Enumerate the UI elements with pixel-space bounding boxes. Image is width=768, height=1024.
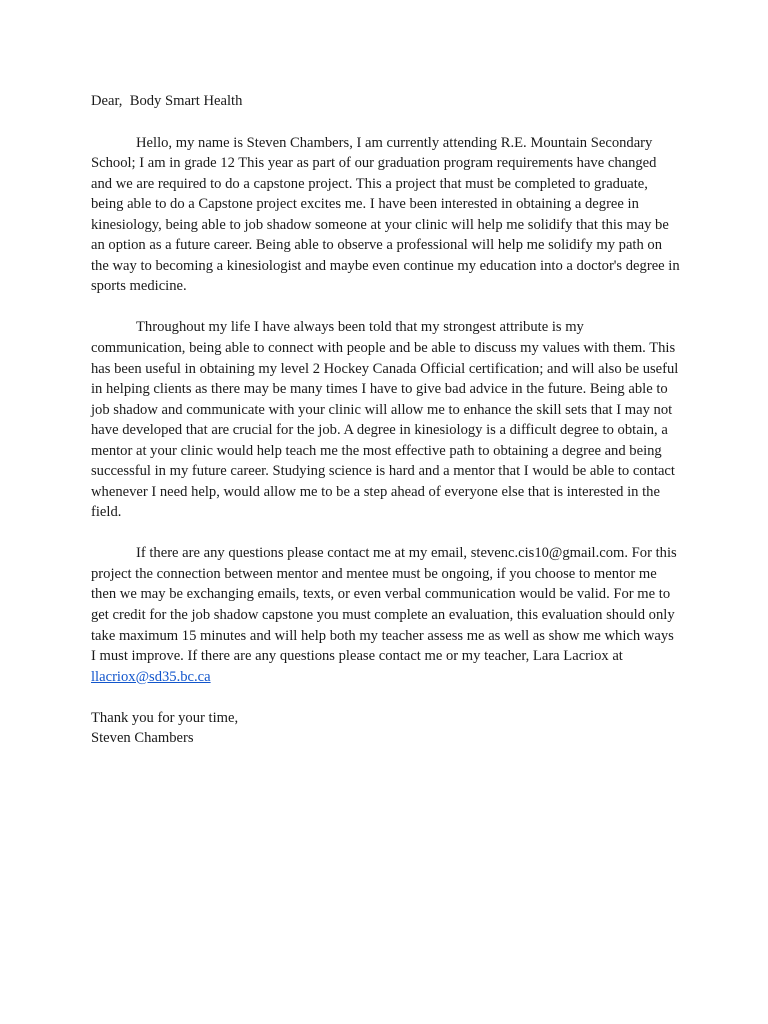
- closing-line: Thank you for your time,: [91, 709, 239, 726]
- paragraph-communication: Throughout my life I have always been told that my strongest attribute is my communication, being able to connect with people and be able to discuss my values with them. This has been useful in obtaining my level 2 Hockey Canada Official certification; and will also be useful in helping clients as there may be many times I have to give bad advice in the future. Being able to job shadow and communicate with your clinic will allow me to enhance the skill sets that I may not have developed that are crucial for the job. A degree in kinesiology is a difficult degree to obtain, a mentor at your clinic would help teach me the most effective path to obtaining a degree and being successful in my future career. Studying science is hard and a mentor that I would be able to contact whenever I need help, would allow me to be a step ahead of everyone else that is interested in the field.: [91, 319, 679, 521]
- paragraph-contact: [91, 543, 681, 687]
- signature-name: Steven Chambers: [91, 730, 194, 747]
- letter-body: [91, 91, 681, 749]
- paragraph-introduction: Hello, my name is Steven Chambers, I am currently attending R.E. Mountain Secondary School; I am in grade 12 This year as part of our graduation program requirements have changed and we are required to do a capstone project. This a project that must be completed to graduate, being able to do a Capstone project excites me. I have been interested in obtaining a degree in kinesiology, being able to job shadow someone at your clinic will help me solidify that this may be an option as a future career. Being able to observe a professional will help me solidify my path on the way to becoming a kinesiologist and maybe even continue my education into a doctor's degree in sports medicine.: [91, 134, 680, 295]
- teacher-email-link[interactable]: llacriox@sd35.bc.ca: [91, 668, 211, 685]
- paragraph-contact-text: If there are any questions please contact me at my email, stevenc.cis10@gmail.com. For this project the connection between mentor and mentee must be ongoing, if you choose to mentor me then we may be exchanging emails, texts, or even verbal communication would be valid. For me to get credit for the job shadow capstone you must complete an evaluation, this evaluation should only take maximum 15 minutes and will help both my teacher assess me as well as show me which ways I must improve. If there are any questions please contact me or my teacher, Lara Lacriox at: [91, 545, 677, 665]
- salutation: Dear, Body Smart Health: [91, 93, 243, 109]
